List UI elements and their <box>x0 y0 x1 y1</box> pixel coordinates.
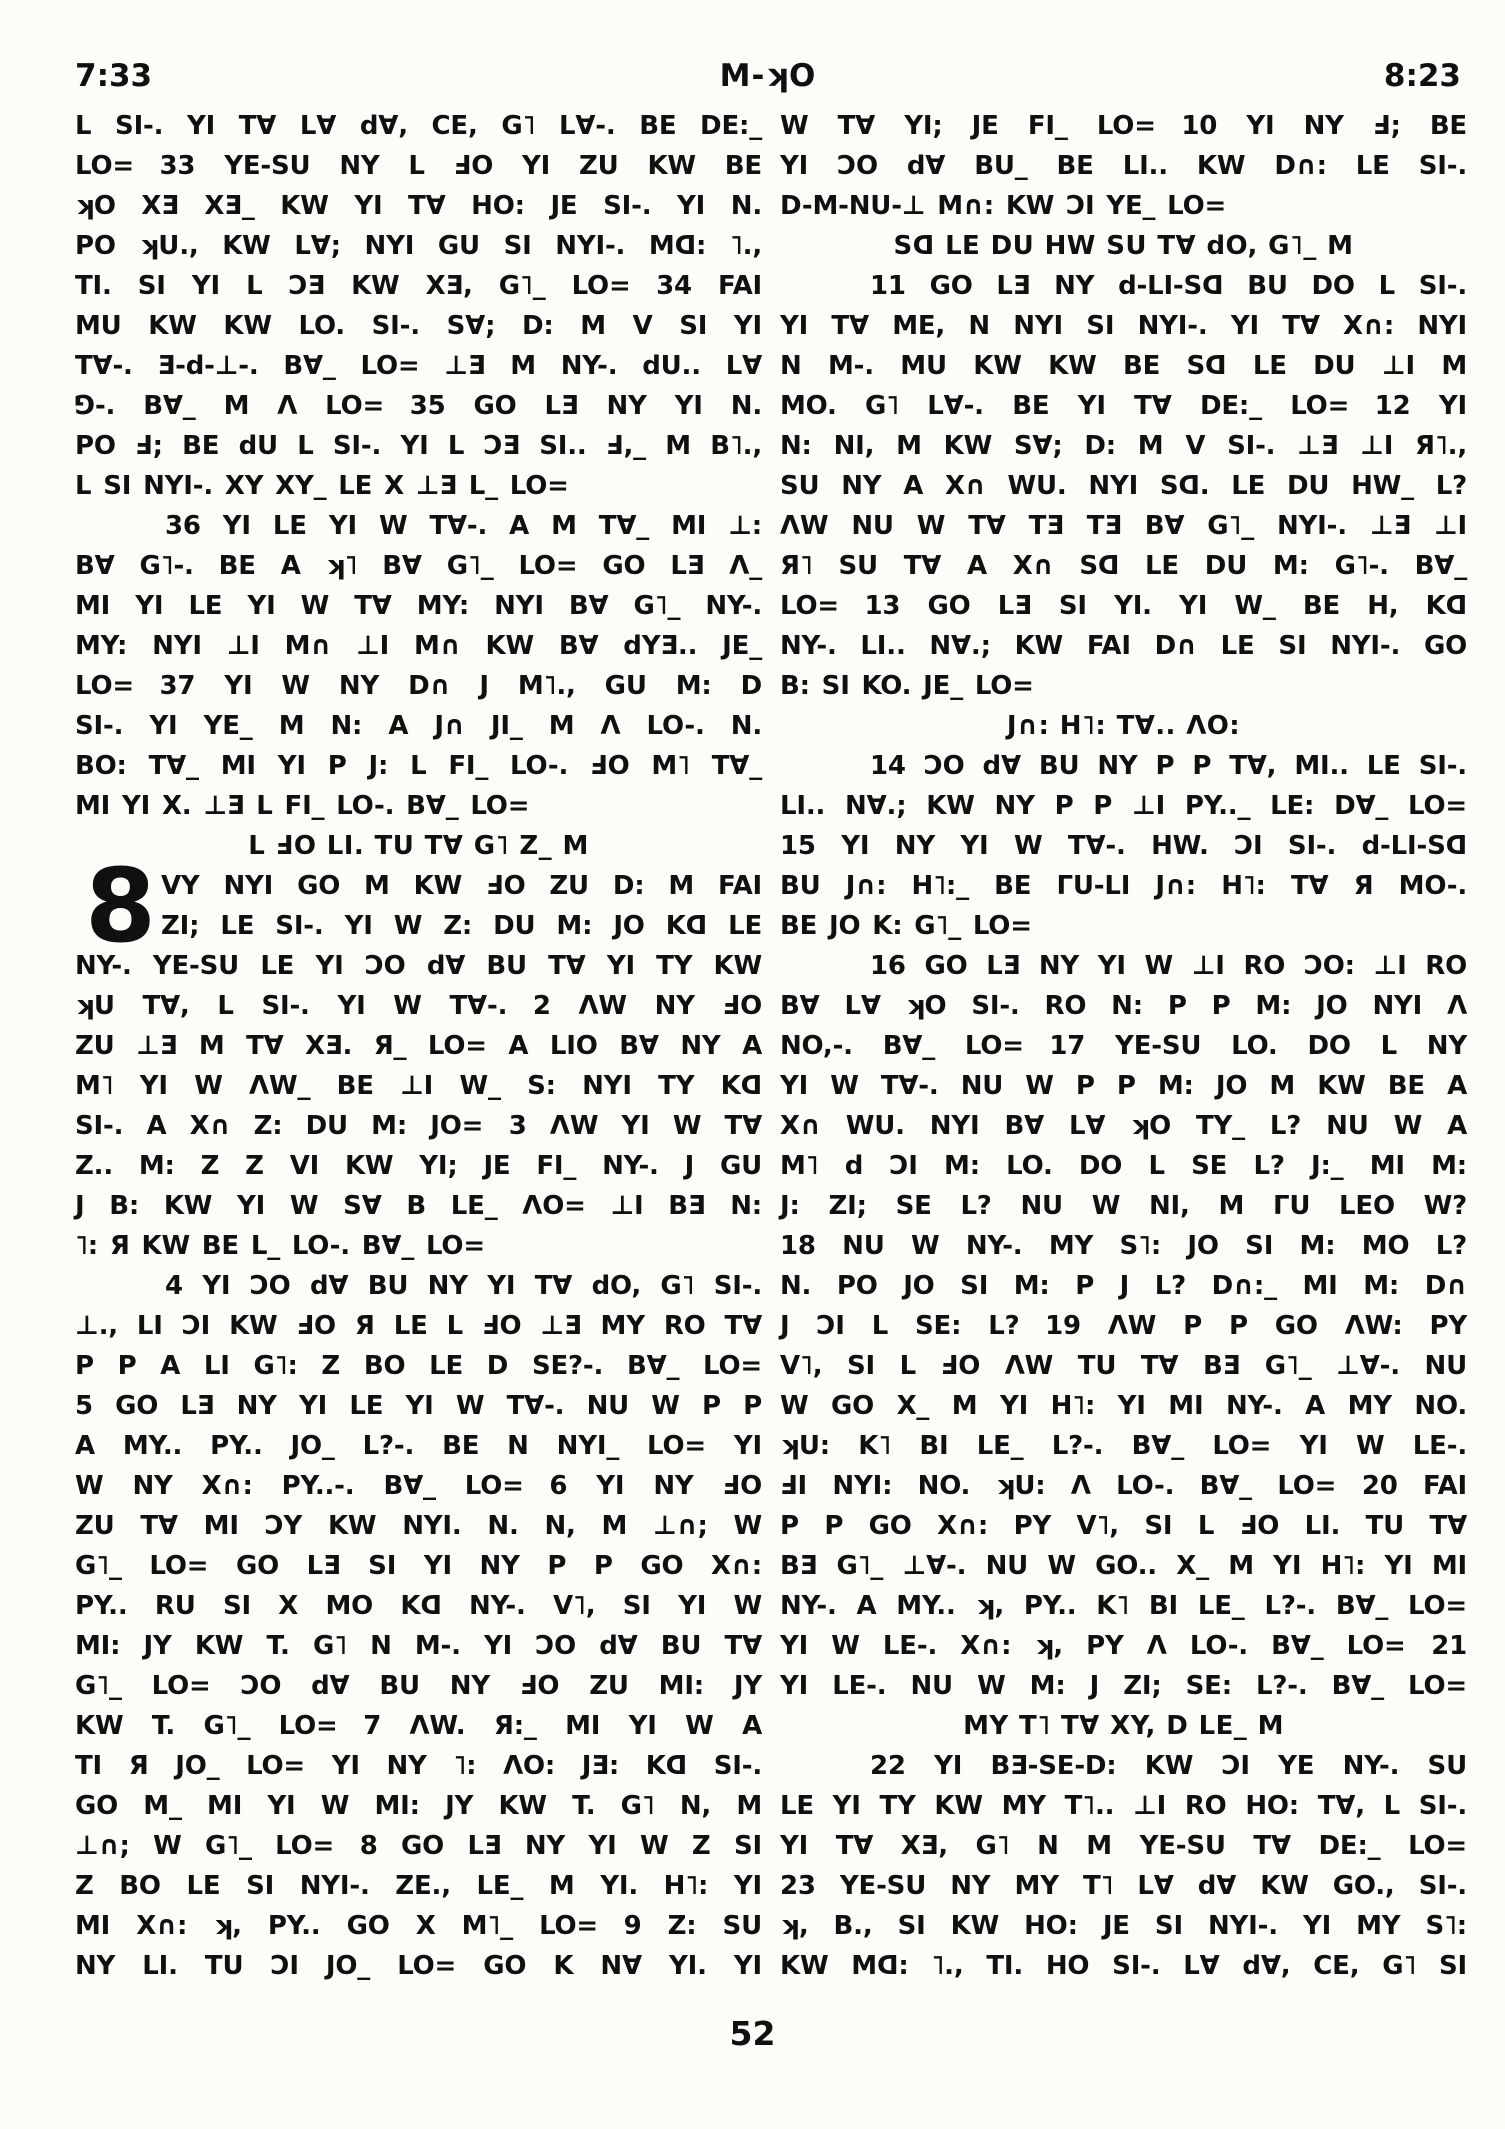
text-line: YI ƆO d∀ BU_ BE LI.. KW D∩: LE SI-. <box>780 151 1467 181</box>
text-line: ⊥∩; W G˥_ LO= 8 GO LƎ NY YI W Z SI <box>75 1831 762 1861</box>
text-line: KW Mᗡ: ˥., TI. HO SI-. L∀ d∀, CE, G˥ SI <box>780 1951 1467 1981</box>
text-line: KW T. G˥_ LO= 7 ΛW. Я:_ MI YI W A <box>75 1711 762 1741</box>
text-line: MI YI X. ⊥Ǝ L FI_ LO-. B∀_ LO= <box>75 791 530 821</box>
text-line: SU NY A X∩ WU. NYI Sᗡ. LE DU HW_ L? <box>780 471 1467 501</box>
text-line: LO= 33 YE-SU NY L ℲO YI ZU KW BE <box>75 151 762 181</box>
text-line: N M-. MU KW KW BE Sᗡ LE DU ⊥I M <box>780 351 1467 381</box>
chapter-number: 8 <box>85 847 156 966</box>
text-line: BU J∩: H˥:_ BE ΓU-LI J∩: H˥: T∀ Я MO-. <box>780 871 1467 901</box>
text-line: MU KW KW LO. SI-. S∀; D: M V SI YI <box>75 311 762 341</box>
text-line: YI W LE-. X∩: ʞ, PY Λ LO-. B∀_ LO= 21 <box>780 1631 1467 1661</box>
text-line: PO Ⅎ; BE dU L SI-. YI L ƆƎ SI.. Ⅎ,_ M B˥., <box>75 431 762 461</box>
text-line: M˥ YI W ΛW_ BE ⊥I W_ S: NYI TY Kᗡ <box>75 1071 762 1101</box>
text-columns <box>75 106 1467 1986</box>
chapter-first-line-text: VY NYI GO M KW ℲO ZU D: M FAI <box>161 871 762 901</box>
text-line: W NY X∩: PY..-. B∀_ LO= 6 YI NY ℲO <box>75 1471 762 1501</box>
text-line: V˥, SI L ℲO ΛW TU T∀ BƎ G˥_ ⊥∀-. NU <box>780 1351 1467 1381</box>
text-line: ΛW NU W T∀ TƎ TƎ B∀ G˥_ NYI-. ⊥Ǝ ⊥I <box>780 511 1467 541</box>
text-line: 4 YI ƆO d∀ BU NY YI T∀ dO, G˥ SI-. <box>165 1271 762 1301</box>
text-line: B∀ L∀ ʞO SI-. RO N: P P M: JO NYI Λ <box>780 991 1467 1021</box>
text-line: ˥: Я KW BE L_ LO-. B∀_ LO= <box>75 1231 485 1261</box>
text-line: PO ʞU., KW L∀; NYI GU SI NYI-. Mᗡ: ˥., <box>75 231 762 261</box>
text-line: 18 NU W NY-. MY S˥: JO SI M: MO L? <box>780 1231 1467 1261</box>
text-line: L SI-. YI T∀ L∀ d∀, CE, G˥ L∀-. BE DE:_ <box>75 111 762 141</box>
text-line: W GO X_ M YI H˥: YI MI NY-. A MY NO. <box>780 1391 1467 1421</box>
section-heading: J∩: H˥: T∀.. ΛO: <box>1006 711 1241 741</box>
text-line: NO,-. B∀_ LO= 17 YE-SU LO. DO L NY <box>780 1031 1467 1061</box>
text-line: W T∀ YI; JE FI_ LO= 10 YI NY Ⅎ; BE <box>780 111 1467 141</box>
section-heading: MY T˥ T∀ XY, D LE_ M <box>963 1711 1284 1741</box>
text-line: N. PO JO SI M: P J L? D∩:_ MI M: D∩ <box>780 1271 1467 1301</box>
text-line: BO: T∀_ MI YI P J: L FI_ LO-. ℲO M˥ T∀_ <box>75 751 762 781</box>
text-line: TI Я JO_ LO= YI NY ˥: ΛO: JƎ: Kᗡ SI-. <box>75 1751 762 1781</box>
text-line: T∀-. Ǝ-d-⊥-. B∀_ LO= ⊥Ǝ M NY-. dU.. L∀ <box>75 351 762 381</box>
text-line: GO M_ MI YI W MI: JY KW T. G˥ N, M <box>75 1791 762 1821</box>
text-line: A MY.. PY.. JO_ L?-. BE N NYI_ LO= YI <box>75 1431 762 1461</box>
section-heading: L ℲO LI. TU T∀ G˥ Z_ M <box>248 831 589 861</box>
text-line: B∀ G˥-. BE A ʞ˥ B∀ G˥_ LO= GO LƎ Λ_ <box>75 551 762 581</box>
running-head <box>75 56 1461 96</box>
text-line: 5 GO LƎ NY YI LE YI W T∀-. NU W P P <box>75 1391 762 1421</box>
text-line: ⊥., LI ƆI KW ℲO Я LE L ℲO ⊥Ǝ MY RO T∀ <box>75 1311 762 1341</box>
text-line: 15 YI NY YI W T∀-. HW. ƆI SI-. d-LI-Sᗡ <box>780 831 1467 861</box>
text-line: LI.. N∀.; KW NY P P ⊥I PY.._ LE: D∀_ LO= <box>780 791 1467 821</box>
text-line: LO= 37 YI W NY D∩ J M˥., GU M: D <box>75 671 762 701</box>
left-column <box>75 106 762 1986</box>
text-line: NY LI. TU ƆI JO_ LO= GO K N∀ YI. YI <box>75 1951 762 1981</box>
text-line: 14 ƆO d∀ BU NY P P T∀, MI.. LE SI-. <box>870 751 1467 781</box>
text-line: YI LE-. NU W M: J ZI; SE: L?-. B∀_ LO= <box>780 1671 1467 1701</box>
text-line: ʞU: K˥ BI LE_ L?-. B∀_ LO= YI W LE-. <box>780 1431 1467 1461</box>
text-line: SI-. YI YE_ M N: A J∩ JI_ M Λ LO-. N. <box>75 711 762 741</box>
section-heading: Sᗡ LE DU HW SU T∀ dO, G˥_ M <box>893 231 1354 261</box>
text-line: J ƆI L SE: L? 19 ΛW P P GO ΛW: PY <box>780 1311 1467 1341</box>
text-line: YI W T∀-. NU W P P M: JO M KW BE A <box>780 1071 1467 1101</box>
text-line: 36 YI LE YI W T∀-. A M T∀_ MI ⊥: <box>165 511 762 541</box>
text-line: LO= 13 GO LƎ SI YI. YI W_ BE H, Kᗡ <box>780 591 1467 621</box>
text-line: M˥ d ƆI M: LO. DO L SE L? J:_ MI M: <box>780 1151 1467 1181</box>
text-line: 11 GO LƎ NY d-LI-Sᗡ BU DO L SI-. <box>870 271 1467 301</box>
running-head-book-title: M-ʞO <box>719 58 817 94</box>
text-line: J: ZI; SE L? NU W NI, M ΓU LEO W? <box>780 1191 1467 1221</box>
text-line: BE JO K: G˥_ LO= <box>780 911 1032 941</box>
text-line: ZI; LE SI-. YI W Z: DU M: JO Kᗡ LE <box>161 911 762 941</box>
text-line: TI. SI YI L ƆƎ KW XƎ, G˥_ LO= 34 FAI <box>75 271 762 301</box>
running-head-left-reference: 7:33 <box>75 58 153 94</box>
text-line: MI X∩: ʞ, PY.. GO X M˥_ LO= 9 Z: SU <box>75 1911 762 1941</box>
page-footer <box>0 2014 1505 2054</box>
text-line: MY: NYI ⊥I M∩ ⊥I M∩ KW B∀ dYƎ.. JE_ <box>75 631 762 661</box>
text-line: MI YI LE YI W T∀ MY: NYI B∀ G˥_ NY-. <box>75 591 762 621</box>
text-line: J B: KW YI W S∀ B LE_ ΛO= ⊥I BƎ N: <box>75 1191 762 1221</box>
text-line: ZU ⊥Ǝ M T∀ XƎ. Я_ LO= A LIO B∀ NY A <box>75 1031 762 1061</box>
text-line: PY.. RU SI X MO Kᗡ NY-. V˥, SI YI W <box>75 1591 762 1621</box>
text-line: P P GO X∩: PY V˥, SI L ℲO LI. TU T∀ <box>780 1511 1467 1541</box>
text-line: MO. G˥ L∀-. BE YI T∀ DE:_ LO= 12 YI <box>780 391 1467 421</box>
text-line: SI-. A X∩ Z: DU M: JO= 3 ΛW YI W T∀ <box>75 1111 762 1141</box>
running-head-right-reference: 8:23 <box>1383 58 1461 94</box>
text-line: G˥_ LO= ƆO d∀ BU NY ℲO ZU MI: JY <box>75 1671 762 1701</box>
text-line: Z.. M: Z Z VI KW YI; JE FI_ NY-. J GU <box>75 1151 762 1181</box>
text-line: Z BO LE SI NYI-. ZE., LE_ M YI. H˥: YI <box>75 1871 762 1901</box>
text-line: P P A LI G˥: Z BO LE D SE?-. B∀_ LO= <box>75 1351 762 1381</box>
right-column <box>780 106 1467 1986</box>
text-line: ZU T∀ MI ƆY KW NYI. N. N, M ⊥∩; W <box>75 1511 762 1541</box>
text-line: BƎ G˥_ ⊥∀-. NU W GO.. X_ M YI H˥: YI MI <box>780 1551 1467 1581</box>
text-line: ʞU T∀, L SI-. YI W T∀-. 2 ΛW NY ℲO <box>75 991 762 1021</box>
text-line: G˥_ LO= GO LƎ SI YI NY P P GO X∩: <box>75 1551 762 1581</box>
text-line: 23 YE-SU NY MY T˥ L∀ d∀ KW GO., SI-. <box>780 1871 1467 1901</box>
text-line: MI: JY KW T. G˥ N M-. YI ƆO d∀ BU T∀ <box>75 1631 762 1661</box>
text-line: D-M-NU-⊥ M∩: KW ƆI YE_ LO= <box>780 191 1227 221</box>
text-line: NY-. A MY.. ʞ, PY.. K˥ BI LE_ L?-. B∀_ LO= <box>780 1591 1467 1621</box>
page-number: 52 <box>729 2014 776 2053</box>
text-line: 22 YI BƎ-SE-D: KW ƆI YE NY-. SU <box>870 1751 1467 1781</box>
text-line: ⅁-. B∀_ M Λ LO= 35 GO LƎ NY YI N. <box>75 391 762 421</box>
text-line: X∩ WU. NYI B∀ L∀ ʞO TY_ L? NU W A <box>780 1111 1467 1141</box>
text-line: Я˥ SU T∀ A X∩ Sᗡ LE DU M: G˥-. B∀_ <box>780 551 1467 581</box>
text-line: LE YI TY KW MY T˥.. ⊥I RO HO: T∀, L SI-. <box>780 1791 1467 1821</box>
text-line: NY-. LI.. N∀.; KW FAI D∩ LE SI NYI-. GO <box>780 631 1467 661</box>
text-line: ℲI NYI: NO. ʞU: Λ LO-. B∀_ LO= 20 FAI <box>780 1471 1467 1501</box>
text-line: L SI NYI-. XY XY_ LE X ⊥Ǝ L_ LO= <box>75 471 569 501</box>
text-line: YI T∀ XƎ, G˥ N M YE-SU T∀ DE:_ LO= <box>780 1831 1467 1861</box>
text-line: NY-. YE-SU LE YI ƆO d∀ BU T∀ YI TY KW <box>75 951 762 981</box>
text-line: YI T∀ ME, N NYI SI NYI-. YI T∀ X∩: NYI <box>780 311 1467 341</box>
text-line: N: NI, M KW S∀; D: M V SI-. ⊥Ǝ ⊥I Я˥., <box>780 431 1467 461</box>
text-line: ʞ, B., SI KW HO: JE SI NYI-. YI MY S˥: <box>780 1911 1467 1941</box>
text-line: ʞO XƎ XƎ_ KW YI T∀ HO: JE SI-. YI N. <box>75 191 762 221</box>
text-line: B: SI KO. JE_ LO= <box>780 671 1034 701</box>
text-line: 16 GO LƎ NY YI W ⊥I RO ƆO: ⊥I RO <box>870 951 1467 981</box>
